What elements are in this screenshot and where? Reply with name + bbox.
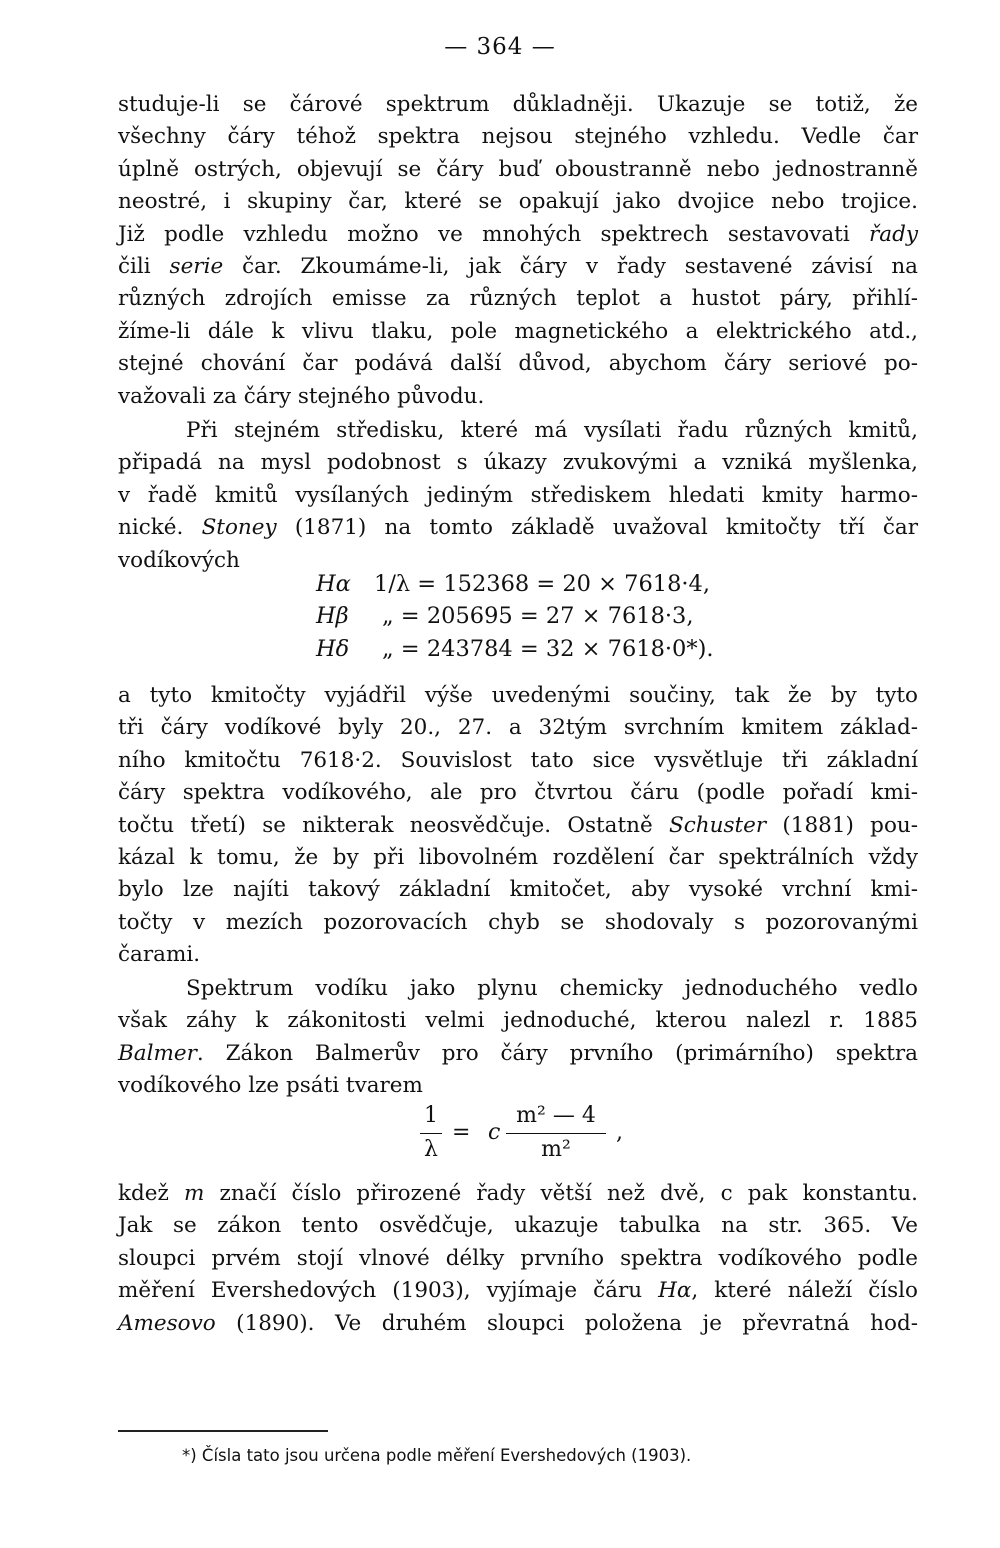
text-line: Při stejném středisku, které má vysílati řadu různých kmitů, — [186, 418, 918, 443]
author-name: Amesovo — [118, 1310, 216, 1336]
emphasis: řady — [868, 221, 918, 247]
paragraph-4 — [118, 973, 918, 1103]
text-line — [118, 512, 918, 544]
emphasis: serie — [169, 254, 224, 280]
equation-expr: 1/λ = 152368 = 20 × 7618·4, — [374, 571, 711, 597]
text-run: měření Evershedových (1903), vyjímaje čáru — [118, 1278, 659, 1304]
equation-expr: „ = 243784 = 32 × 7618·0*). — [382, 635, 714, 662]
text-run: (1881) pou- — [766, 812, 919, 838]
text-line: čarami. — [118, 942, 201, 968]
formula-equals: = — [452, 1120, 471, 1145]
text-line: Spektrum vodíku jako plynu chemicky jednoduchého vedlo — [186, 976, 918, 1001]
text-run: značí číslo přirozené řady větší než dvě, c pak konstantu. — [204, 1181, 919, 1206]
equation-label: Hα — [316, 571, 351, 597]
formula-rhs-bar — [506, 1133, 606, 1134]
formula-rhs-numerator: m² — 4 — [516, 1103, 596, 1128]
paragraph-3 — [118, 680, 918, 972]
text-line: žíme-li dále k vlivu tlaku, pole magnetického a elektrického atd., — [118, 318, 918, 344]
text-line: vodíkových — [118, 547, 240, 573]
balmer-formula — [420, 1103, 640, 1167]
text-run: točtu třetí) se nikterak neosvědčuje. Ostatně — [118, 812, 669, 838]
text-line: studuje-li se čárové spektrum důkladněji. Ukazuje se totiž, že — [118, 92, 918, 117]
text-line: a tyto kmitočty vyjádřil výše uvedenými součiny, tak že by tyto — [118, 683, 918, 708]
text-line: však záhy k zákonitosti velmi jednoduché, kterou nalezl r. 1885 — [118, 1008, 918, 1034]
text-line: Jak se zákon tento osvědčuje, ukazuje tabulka na str. 365. Ve — [118, 1213, 918, 1239]
text-line: neostré, i skupiny čar, které se opakují jako dvojice nebo trojice. — [118, 189, 918, 215]
page-number: — 364 — — [444, 34, 556, 60]
text-line: čáry spektra vodíkového, ale pro čtvrtou čáru (podle pořadí kmi- — [118, 780, 918, 806]
formula-lhs-bar — [420, 1133, 442, 1134]
text-line — [118, 1275, 918, 1307]
text-line: sloupci prvém stojí vlnové délky prvního spektra vodíkového podle — [118, 1245, 918, 1271]
text-line: v řadě kmitů vysílaných jediným střediskem hledati kmity harmo- — [118, 482, 918, 508]
text-line — [118, 251, 918, 283]
text-line: stejné chování čar podává další důvod, abychom čáry seriové po- — [118, 351, 918, 377]
equation-row — [316, 568, 714, 600]
footnote: *) Čísla tato jsou určena podle měření Evershedových (1903). — [182, 1446, 692, 1465]
text-run: (1871) na tomto základě uvažoval kmitočty tří čar — [276, 515, 918, 541]
text-run: (1890). Ve druhém sloupci položena je převratná hod- — [215, 1310, 918, 1336]
text-line — [118, 1308, 918, 1340]
text-line: ního kmitočtu 7618·2. Souvislost tato sice vysvětluje tři základní — [118, 747, 918, 773]
text-run: čar. Zkoumáme-li, jak čáry v řady sestavené závisí na — [223, 254, 918, 280]
text-run: , které náleží číslo — [691, 1278, 918, 1304]
formula-lhs-denominator: λ — [424, 1137, 438, 1162]
text-line — [118, 1038, 918, 1070]
text-line: připadá na mysl podobnost s úkazy zvukovými a vzniká myšlenka, — [118, 450, 918, 476]
text-line: važovali za čáry stejného původu. — [118, 383, 485, 409]
text-line: bylo lze najíti takový základní kmitočet, aby vysoké vrchní kmi- — [118, 877, 918, 903]
text-line: různých zdrojích emisse za různých teplot a hustot páry, přihlí- — [118, 286, 918, 312]
text-run: kdež — [118, 1181, 184, 1206]
text-line: tři čáry vodíkové byly 20., 27. a 32tým svrchním kmitem základ- — [118, 715, 918, 741]
author-name: Balmer — [118, 1040, 197, 1066]
author-name: Stoney — [201, 515, 277, 541]
equation-row — [316, 633, 714, 665]
text-line — [118, 219, 918, 251]
footnote-rule — [118, 1430, 328, 1432]
text-run: Již podle vzhledu možno ve mnohých spektrech sestavovati — [118, 221, 869, 247]
equations-block — [316, 568, 714, 665]
author-name: Schuster — [668, 812, 767, 838]
formula-lhs-numerator: 1 — [424, 1103, 438, 1128]
paragraph-1 — [118, 89, 918, 413]
equation-label: Hδ — [316, 635, 350, 662]
text-line — [118, 1178, 918, 1210]
equation-expr: „ = 205695 = 27 × 7618·3, — [382, 603, 694, 630]
equation-row — [316, 600, 714, 632]
text-line: úplně ostrých, objevují se čáry buď oboustranně nebo jednostranně — [118, 156, 918, 182]
line-label: Hα — [658, 1278, 692, 1304]
paragraph-2 — [118, 415, 918, 577]
text-line: točty v mezích pozorovacích chyb se shodovaly s pozorovanými — [118, 909, 918, 935]
text-run: čili — [118, 254, 170, 280]
text-line: vodíkového lze psáti tvarem — [118, 1073, 423, 1099]
text-run: . Zákon Balmerův pro čáry prvního (primárního) spektra — [196, 1040, 918, 1066]
formula-constant: c — [488, 1120, 501, 1145]
text-run: nické. — [118, 515, 202, 541]
equation-label: Hβ — [316, 603, 349, 630]
formula-rhs-denominator: m² — [541, 1137, 571, 1162]
text-line: všechny čáry téhož spektra nejsou stejného vzhledu. Vedle čar — [118, 124, 918, 150]
formula-trailing-comma: , — [616, 1120, 623, 1145]
text-line: kázal k tomu, že by při libovolném rozdělení čar spektrálních vždy — [118, 845, 918, 871]
variable: m — [183, 1181, 205, 1206]
paragraph-5 — [118, 1178, 918, 1340]
text-line — [118, 810, 918, 842]
